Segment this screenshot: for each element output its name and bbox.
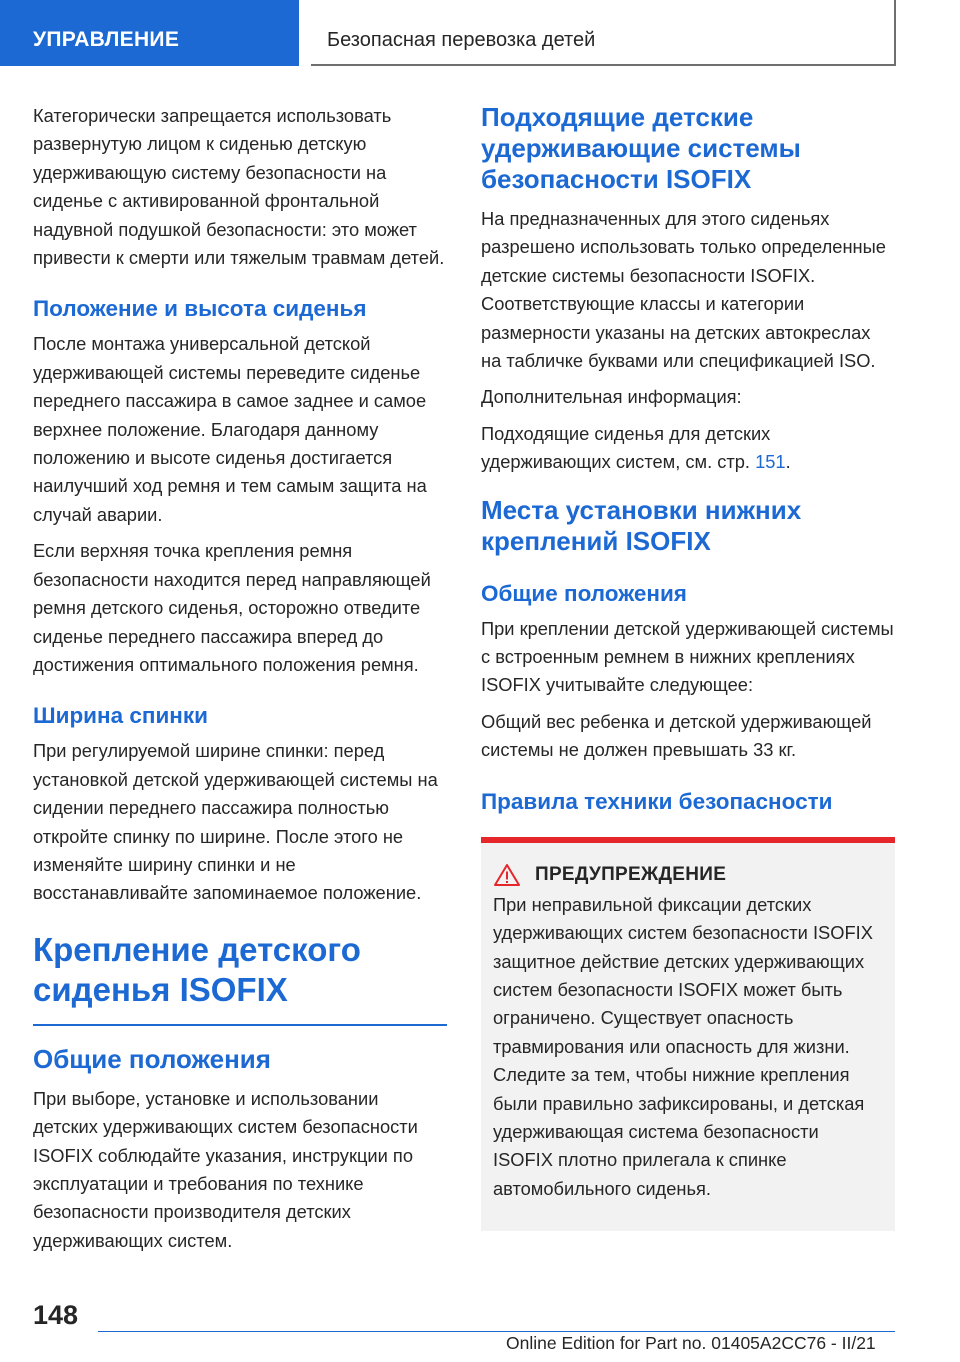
heading-isofix-mount: Крепление детского сиденья ISOFIX [33, 930, 447, 1026]
right-column [481, 102, 895, 1231]
heading-safety-rules: Правила техники безопасности [481, 788, 833, 814]
heading-seat-position: Положение и высота сиденья [33, 296, 367, 322]
section-tab [0, 0, 299, 66]
heading-backrest-width: Ширина спинки [33, 703, 208, 729]
paragraph-suitable-1: На предназначенных для этого сиденьях разрешено использовать только определенные детские системы безопасности ISOFIX. Соответствующие классы и категории размерности указаны на детских автокреслах на табличке буквами или спецификацией ISO. [481, 208, 886, 372]
paragraph-suitable-3 [481, 420, 895, 477]
paragraph-seat-position-2: Если верхняя точка крепления ремня безопасности находится перед направляющей ремня детского сиденья, осторожно отведите сиденье переднего пассажира вперед до достижения оптимального положения ремня. [33, 540, 431, 675]
chapter-title: Безопасная перевозка детей [327, 29, 596, 51]
paragraph-general-provisions: При выборе, установке и использовании детских удерживающих систем безопасности ISOFIX соблюдайте указания, инструкции по эксплуатации и требования по технике безопасности производителя детских удерживающих систем. [33, 1087, 418, 1251]
paragraph-suitable-2: Дополнительная информация: [481, 386, 742, 408]
warning-header [493, 863, 883, 887]
footer-edition: Online Edition for Part no. 01405A2CC76 - II/21 [506, 1333, 876, 1353]
chapter-header [311, 0, 896, 66]
warning-text: При неправильной фиксации детских удерживающих систем безопасности ISOFIX защитное действие детских удерживающих систем безопасности ISOFIX может быть ограничено. Существует опасность травмирования или опасность для жизни. Следите за тем, чтобы нижние крепления были правильно зафиксированы, и детская удерживающая система безопасности ISOFIX плотно прилегала к спинке автомобильного сиденья. [493, 893, 873, 1199]
warning-label: ПРЕДУПРЕЖДЕНИЕ [535, 863, 727, 885]
paragraph-seat-position-1: После монтажа универсальной детской удерживающей системы переведите сиденье переднего пассажира в самое заднее и самое верхнее положение. Благодаря данному положению и высоте сиденья достигается наилучший ход ремня и тем самым защита на случай аварии. [33, 333, 427, 525]
heading-lower-mounts: Места установки нижних креплений ISOFIX [481, 494, 802, 556]
heading-general-provisions-2: Общие положения [481, 580, 687, 606]
heading-suitable-systems: Подходящие детские удерживающие системы безопасности ISOFIX [481, 102, 801, 194]
left-column [33, 102, 447, 1263]
warning-triangle-icon [493, 863, 521, 887]
suitable-ref-text: Подходящие сиденья для детских удерживающих систем, см. стр. [481, 422, 771, 473]
section-label: УПРАВЛЕНИЕ [33, 28, 180, 51]
paragraph-backrest-width: При регулируемой ширине спинки: перед установкой детской удерживающей системы на сидении переднего пассажира полностью откройте спинку по ширине. После этого не изменяйте ширину спинки и не восстанавливайте запоминаемое положение. [33, 740, 438, 904]
heading-general-provisions: Общие положения [33, 1043, 271, 1074]
page-number: 148 [33, 1300, 79, 1330]
paragraph-mounts-1: При креплении детской удерживающей системы с встроенным ремнем в нижних креплениях ISOFIX учитывайте следующее: [481, 617, 894, 696]
suitable-ref-end: . [785, 451, 791, 473]
paragraph-mounts-2: Общий вес ребенка и детской удерживающей системы не должен превышать 33 кг. [481, 710, 872, 761]
warning-box [481, 837, 895, 1231]
intro-paragraph: Категорически запрещается использовать развернутую лицом к сиденью детскую удерживающую систему безопасности на сиденье с активированной фронтальной надувной подушкой безопасности: это может привести к смерти или тяжелым травмам детей. [33, 105, 445, 269]
page-link-151[interactable]: 151 [755, 451, 786, 473]
footer-divider [98, 1331, 895, 1332]
